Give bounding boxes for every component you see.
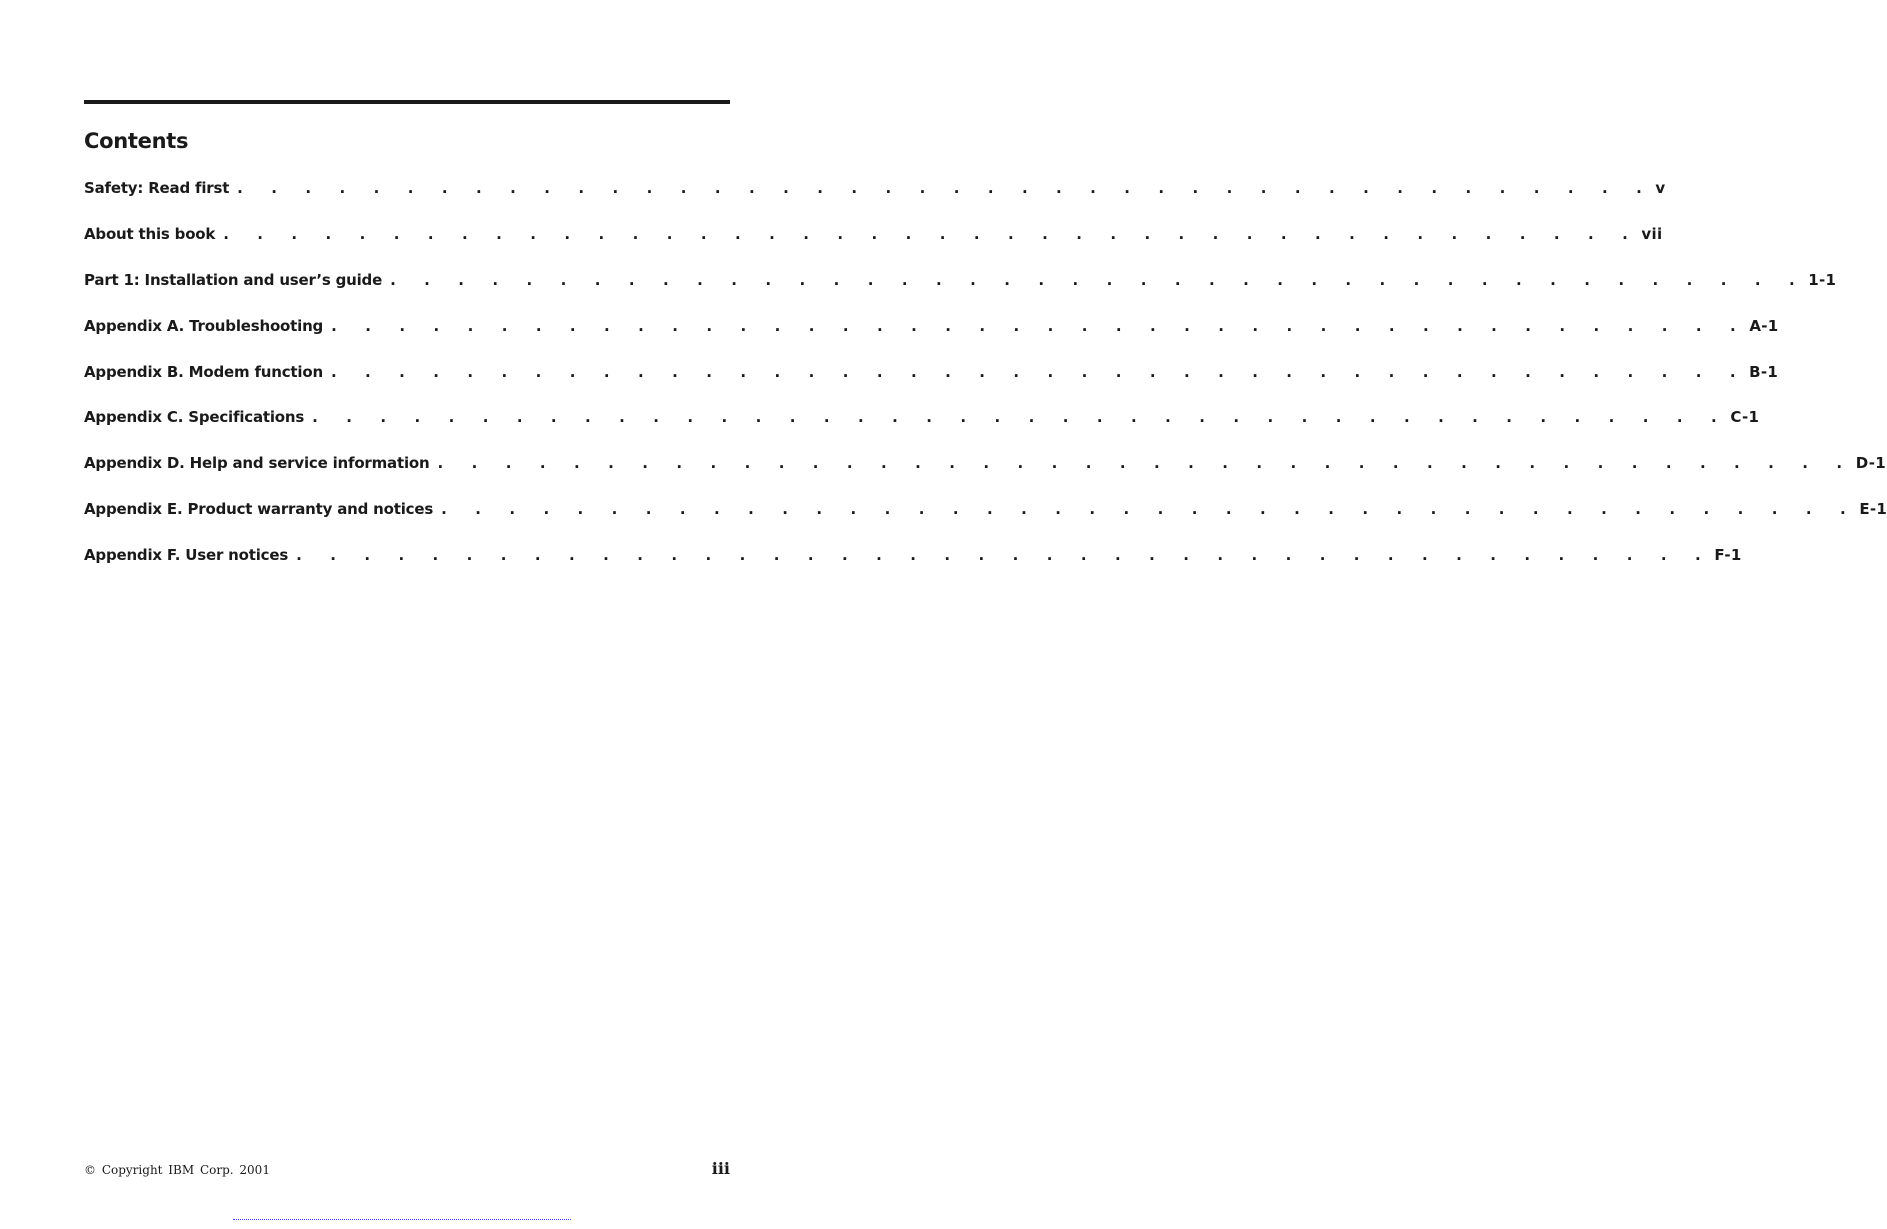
toc-entry-page: F-1	[1714, 546, 1742, 564]
toc-entry-page: D-1	[1855, 454, 1887, 472]
dot-leader: . . . . . . . . . . . . . . . . . . . . . . . . . . . . . . . . . . . . . . . . . .	[390, 271, 1807, 289]
toc-entry-title: Appendix B. Modem function	[84, 363, 323, 381]
toc-entry-appendix-b[interactable]	[84, 361, 1779, 407]
dot-leader: . . . . . . . . . . . . . . . . . . . . . . . . . . . . . . . . . . . . . . . . . .	[441, 500, 1858, 518]
toc-entry-title: Appendix D. Help and service information	[84, 454, 430, 472]
dot-leader: . . . . . . . . . . . . . . . . . . . . . . . . . . . . . . . . . . . . . . . . . .	[296, 546, 1713, 564]
dot-leader: . . . . . . . . . . . . . . . . . . . . . . . . . . . . . . . . . . . . . . . . . .	[331, 317, 1748, 335]
dot-leader: . . . . . . . . . . . . . . . . . . . . . . . . . . . . . . . . . . . . . . . . . .	[223, 225, 1640, 243]
toc-entry-title: Appendix E. Product warranty and notices	[84, 500, 434, 518]
page-title: Contents	[84, 129, 189, 153]
toc-entry-title: Part 1: Installation and user’s guide	[84, 271, 383, 289]
toc-entry-appendix-f[interactable]	[84, 544, 1742, 590]
toc-entry-about-this-book[interactable]	[84, 223, 1663, 269]
toc-entry-appendix-c[interactable]	[84, 406, 1760, 452]
toc-entry-page: v	[1655, 179, 1666, 197]
dot-leader: . . . . . . . . . . . . . . . . . . . . . . . . . . . . . . . . . . . . . . . . . .	[437, 454, 1854, 472]
toc-entry-title: Appendix F. User notices	[84, 546, 289, 564]
toc-entry-page: B-1	[1749, 363, 1779, 381]
toc-entry-title: Safety: Read first	[84, 179, 230, 197]
dot-leader: . . . . . . . . . . . . . . . . . . . . . . . . . . . . . . . . . . . . . . . . . .	[237, 179, 1654, 197]
page-number: iii	[711, 1159, 730, 1178]
toc-entry-appendix-a[interactable]	[84, 315, 1779, 361]
dot-leader: . . . . . . . . . . . . . . . . . . . . . . . . . . . . . . . . . . . . . . . . . .	[312, 408, 1729, 426]
toc-entry-safety[interactable]	[84, 177, 1666, 223]
top-rule	[84, 100, 730, 104]
toc-entry-page: 1-1	[1808, 271, 1837, 289]
toc-entry-page: E-1	[1859, 500, 1887, 518]
copyright-notice: © Copyright IBM Corp. 2001	[84, 1163, 270, 1177]
toc-entry-title: Appendix A. Troubleshooting	[84, 317, 324, 335]
toc-entry-appendix-e[interactable]	[84, 498, 1887, 544]
toc-entry-page: A-1	[1749, 317, 1779, 335]
toc-entry-title: About this book	[84, 225, 216, 243]
toc-entry-page: C-1	[1730, 408, 1760, 426]
toc-entry-part-1[interactable]	[84, 269, 1837, 315]
dot-leader: . . . . . . . . . . . . . . . . . . . . . . . . . . . . . . . . . . . . . . . . . .	[330, 363, 1748, 381]
link-underline	[233, 1219, 571, 1220]
toc-entry-appendix-d[interactable]	[84, 452, 1887, 498]
toc-entry-title: Appendix C. Specifications	[84, 408, 305, 426]
toc-entry-page: vii	[1641, 225, 1663, 243]
